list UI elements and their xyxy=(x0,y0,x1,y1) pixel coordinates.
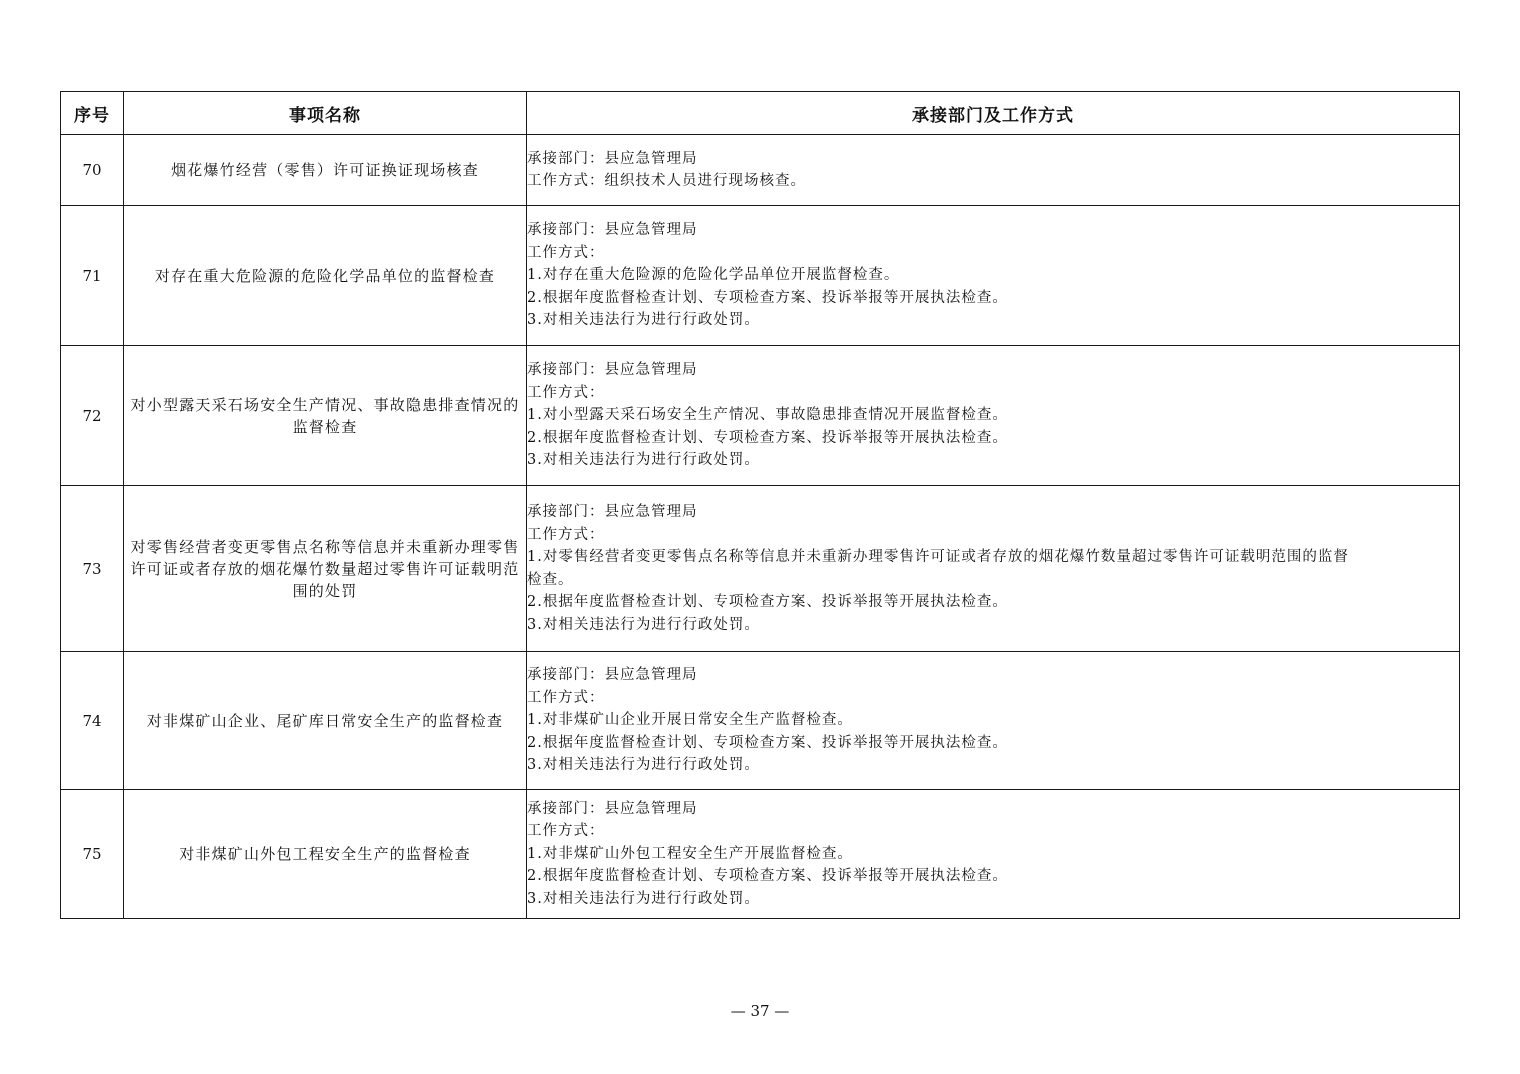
row-item-name: 对零售经营者变更零售点名称等信息并未重新办理零售许可证或者存放的烟花爆竹数量超过零售许可证载明范围的处罚 xyxy=(124,486,527,652)
table-header-row xyxy=(61,92,1460,135)
table-row xyxy=(61,652,1460,790)
dept-line: 工作方式： xyxy=(527,823,605,840)
dept-line: 1.对小型露天采石场安全生产情况、事故隐患排查情况开展监督检查。 xyxy=(527,407,1008,424)
dept-line: 工作方式： xyxy=(527,689,605,706)
dept-line: 2.根据年度监督检查计划、专项检查方案、投诉举报等开展执法检查。 xyxy=(527,734,1008,751)
row-seq: 73 xyxy=(61,486,124,652)
row-item-name: 烟花爆竹经营（零售）许可证换证现场核查 xyxy=(124,135,527,206)
items-table xyxy=(60,91,1460,919)
row-item-name: 对小型露天采石场安全生产情况、事故隐患排查情况的监督检查 xyxy=(124,346,527,486)
table-body xyxy=(61,135,1460,919)
row-dept-method xyxy=(527,486,1460,652)
dept-line: 2.根据年度监督检查计划、专项检查方案、投诉举报等开展执法检查。 xyxy=(527,594,1008,610)
header-seq: 序号 xyxy=(61,92,124,135)
dept-line: 检查。 xyxy=(527,571,574,588)
row-seq: 71 xyxy=(61,206,124,346)
table-row xyxy=(61,486,1460,652)
row-dept-method xyxy=(527,652,1460,790)
dept-line: 承接部门：县应急管理局 xyxy=(527,362,698,379)
table-row xyxy=(61,346,1460,486)
header-dept-method: 承接部门及工作方式 xyxy=(527,92,1460,135)
dept-line: 2.根据年度监督检查计划、专项检查方案、投诉举报等开展执法检查。 xyxy=(527,289,1008,306)
row-seq: 72 xyxy=(61,346,124,486)
dept-line: 1.对非煤矿山外包工程安全生产开展监督检查。 xyxy=(527,845,853,862)
row-seq: 70 xyxy=(61,135,124,206)
dept-line: 3.对相关违法行为进行行政处罚。 xyxy=(527,757,760,774)
header-item-name: 事项名称 xyxy=(124,92,527,135)
row-seq: 74 xyxy=(61,652,124,790)
row-seq: 75 xyxy=(61,790,124,919)
dept-line: 承接部门：县应急管理局 xyxy=(527,222,698,239)
page-number: — 37 — xyxy=(730,1002,790,1020)
row-item-name: 对非煤矿山外包工程安全生产的监督检查 xyxy=(124,790,527,919)
dept-line: 3.对相关违法行为进行行政处罚。 xyxy=(527,890,760,907)
dept-line: 承接部门：县应急管理局 xyxy=(527,667,698,684)
dept-line: 工作方式：组织技术人员进行现场核查。 xyxy=(527,173,806,189)
row-dept-method xyxy=(527,206,1460,346)
dept-line: 3.对相关违法行为进行行政处罚。 xyxy=(527,312,760,329)
dept-line: 3.对相关违法行为进行行政处罚。 xyxy=(527,616,760,633)
dept-line: 1.对非煤矿山企业开展日常安全生产监督检查。 xyxy=(527,712,853,729)
dept-line: 工作方式： xyxy=(527,526,605,543)
dept-line: 2.根据年度监督检查计划、专项检查方案、投诉举报等开展执法检查。 xyxy=(527,868,1008,885)
dept-line: 1.对零售经营者变更零售点名称等信息并未重新办理零售许可证或者存放的烟花爆竹数量超过零售许可证载明范围的监督 xyxy=(527,549,1349,565)
dept-line: 工作方式： xyxy=(527,244,605,261)
dept-line: 1.对存在重大危险源的危险化学品单位开展监督检查。 xyxy=(527,267,900,284)
row-dept-method xyxy=(527,790,1460,919)
dept-line: 工作方式： xyxy=(527,384,605,401)
dept-line: 2.根据年度监督检查计划、专项检查方案、投诉举报等开展执法检查。 xyxy=(527,429,1008,446)
table-row xyxy=(61,790,1460,919)
dept-line: 3.对相关违法行为进行行政处罚。 xyxy=(527,452,760,469)
row-dept-method xyxy=(527,346,1460,486)
row-item-name: 对非煤矿山企业、尾矿库日常安全生产的监督检查 xyxy=(124,652,527,790)
row-dept-method xyxy=(527,135,1460,206)
table-row xyxy=(61,206,1460,346)
table-row xyxy=(61,135,1460,206)
dept-line: 承接部门：县应急管理局 xyxy=(527,504,698,520)
row-item-name: 对存在重大危险源的危险化学品单位的监督检查 xyxy=(124,206,527,346)
dept-line: 承接部门：县应急管理局 xyxy=(527,150,698,167)
dept-line: 承接部门：县应急管理局 xyxy=(527,800,698,817)
